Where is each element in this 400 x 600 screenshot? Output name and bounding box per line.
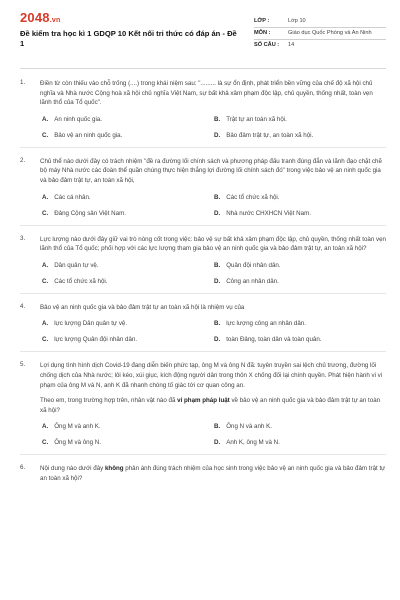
option-letter: A. bbox=[42, 320, 49, 328]
question-text bbox=[40, 235, 386, 254]
option-text: Bảo vệ an ninh quốc gia. bbox=[54, 131, 123, 139]
question-text-part: Theo em, trong trường hợp trên, nhân vật nào đã bbox=[40, 397, 178, 405]
answer-option[interactable] bbox=[214, 194, 386, 201]
question-text-part: về bảo vệ an ninh quốc gia và bảo đảm trật tự an toàn xã hội? bbox=[40, 397, 381, 414]
question-item bbox=[20, 361, 386, 455]
option-letter: C. bbox=[42, 131, 49, 139]
option-text: Ông M và ông N. bbox=[54, 439, 101, 447]
answer-option[interactable] bbox=[42, 336, 214, 343]
question-divider bbox=[20, 225, 386, 226]
option-letter: A. bbox=[42, 115, 49, 123]
option-letter: D. bbox=[214, 277, 221, 285]
answer-option[interactable] bbox=[214, 116, 386, 123]
option-letter: B. bbox=[214, 320, 221, 328]
question-text bbox=[40, 361, 386, 390]
question-text-part: Điền từ còn thiếu vào chỗ trống (....) trong khái niệm sau: "......... là sự ổn định, phát triển bền vững của chế độ xã hội chủ nghĩa và Nhà nước Cộng hoà xã hội chủ nghĩa Việt Nam, sự bất khả xâm phạm độc lập, chủ quyền, thống nhất, toàn vẹn lãnh thổ của Tổ quốc". bbox=[40, 80, 373, 107]
option-letter: D. bbox=[214, 209, 221, 217]
answer-options bbox=[40, 320, 386, 343]
option-text: An ninh quốc gia. bbox=[54, 115, 103, 123]
answer-option[interactable] bbox=[42, 439, 214, 446]
option-letter: D. bbox=[214, 131, 221, 139]
meta-row-subject bbox=[254, 28, 386, 40]
answer-option[interactable] bbox=[214, 423, 386, 430]
option-letter: C. bbox=[42, 439, 49, 447]
question-number: 3. bbox=[20, 234, 26, 242]
option-letter: A. bbox=[42, 193, 49, 201]
answer-option[interactable] bbox=[214, 262, 386, 269]
answer-option[interactable] bbox=[42, 116, 214, 123]
question-text bbox=[40, 157, 386, 186]
option-text: toàn Đảng, toàn dân và toàn quân. bbox=[226, 336, 322, 344]
option-letter: B. bbox=[214, 261, 221, 269]
meta-row-grade bbox=[254, 16, 386, 28]
meta-key: SỐ CÂU : bbox=[254, 42, 280, 48]
question-text bbox=[40, 396, 386, 415]
option-letter: D. bbox=[214, 439, 221, 447]
answer-option[interactable] bbox=[42, 194, 214, 201]
meta-value: Giáo dục Quốc Phòng và An Ninh bbox=[288, 30, 372, 36]
option-text: Công an nhân dân. bbox=[226, 277, 279, 285]
answer-option[interactable] bbox=[42, 423, 214, 430]
meta-key: MÔN : bbox=[254, 30, 271, 36]
answer-option[interactable] bbox=[42, 132, 214, 139]
answer-option[interactable] bbox=[42, 262, 214, 269]
option-letter: C. bbox=[42, 277, 49, 285]
meta-value: Lớp 10 bbox=[288, 18, 306, 24]
answer-options bbox=[40, 262, 386, 285]
meta-row-count bbox=[254, 40, 386, 51]
option-text: Trật tự an toàn xã hội. bbox=[226, 115, 287, 123]
option-letter: C. bbox=[42, 209, 49, 217]
question-item bbox=[20, 464, 386, 483]
question-divider bbox=[20, 293, 386, 294]
question-item bbox=[20, 303, 386, 353]
option-text: lực lượng Dân quân tự vệ. bbox=[54, 320, 128, 328]
question-divider bbox=[20, 147, 386, 148]
question-item bbox=[20, 235, 386, 294]
question-text-part: Bảo vệ an ninh quốc gia và bảo đảm trật tự an toàn xã hội là nhiệm vụ của bbox=[40, 303, 245, 311]
option-text: Nhà nước CHXHCN Việt Nam. bbox=[226, 209, 311, 217]
site-logo[interactable] bbox=[20, 10, 240, 25]
answer-option[interactable] bbox=[42, 320, 214, 327]
question-item bbox=[20, 157, 386, 226]
question-text bbox=[40, 464, 386, 483]
answer-option[interactable] bbox=[214, 278, 386, 285]
answer-options bbox=[40, 194, 386, 217]
option-text: Các tổ chức xã hội. bbox=[226, 193, 280, 201]
question-number: 4. bbox=[20, 302, 26, 310]
question-text-emphasis: không bbox=[104, 465, 124, 473]
question-list bbox=[20, 79, 386, 484]
logo-suffix: .vn bbox=[49, 17, 61, 24]
option-text: Đảng Cộng sản Việt Nam. bbox=[54, 209, 126, 217]
answer-option[interactable] bbox=[42, 210, 214, 217]
option-letter: C. bbox=[42, 336, 49, 344]
header-divider bbox=[20, 68, 386, 69]
page-header bbox=[20, 10, 386, 62]
option-text: Ông M và anh K. bbox=[54, 423, 101, 431]
meta-key: LỚP : bbox=[254, 18, 270, 24]
page-title: Đề kiểm tra học kì 1 GDQP 10 Kết nối tri thức có đáp án - Đề 1 bbox=[20, 29, 237, 48]
meta-value: 14 bbox=[288, 42, 295, 48]
question-number: 2. bbox=[20, 156, 26, 164]
option-letter: A. bbox=[42, 423, 49, 431]
answer-option[interactable] bbox=[214, 336, 386, 343]
option-text: Bảo đảm trật tự, an toàn xã hội. bbox=[226, 131, 314, 139]
logo-main: 2048 bbox=[20, 10, 50, 25]
question-number: 5. bbox=[20, 361, 26, 369]
option-text: lực lượng công an nhân dân. bbox=[226, 320, 306, 328]
answer-option[interactable] bbox=[42, 278, 214, 285]
question-text bbox=[40, 303, 386, 313]
question-item bbox=[20, 79, 386, 148]
option-letter: D. bbox=[214, 336, 221, 344]
question-number: 1. bbox=[20, 79, 26, 86]
exam-meta bbox=[254, 16, 386, 51]
question-divider bbox=[20, 454, 386, 455]
option-letter: B. bbox=[214, 193, 221, 201]
option-text: Anh K, ông M và N. bbox=[226, 439, 280, 447]
answer-options bbox=[40, 423, 386, 446]
option-letter: B. bbox=[214, 115, 221, 123]
question-divider bbox=[20, 351, 386, 352]
answer-options bbox=[40, 116, 386, 139]
option-text: Các cá nhân. bbox=[54, 193, 91, 201]
answer-option[interactable] bbox=[214, 210, 386, 217]
option-letter: B. bbox=[214, 423, 221, 431]
question-text bbox=[40, 79, 386, 108]
option-letter: A. bbox=[42, 261, 49, 269]
option-text: Dân quân tự vệ. bbox=[54, 261, 99, 269]
question-text-part: Nội dung nào dưới đây bbox=[40, 465, 105, 473]
answer-option[interactable] bbox=[214, 439, 386, 446]
question-text-part: Chủ thể nào dưới đây có trách nhiệm "đề ra đường lối chính sách và phương pháp đấu tranh đúng đắn và lãnh đạo chặt chẽ bộ máy Nhà nước các đoàn thể quần chúng thực hiện thắng lợi đường lối chính sách đó" trong việc bảo vệ an ninh quốc gia và bảo đảm trật tự, an toàn xã hội, bbox=[40, 157, 382, 184]
header-left bbox=[20, 10, 240, 49]
option-text: Ông N và anh K. bbox=[226, 423, 272, 431]
question-text-part: Lực lượng nào dưới đây giữ vai trò nòng cốt trong việc: bảo vệ sự bất khả xâm phạm độc lập, chủ quyền, thống nhất toàn vẹn lãnh thổ của Tổ quốc; phối hợp với các lực lượng tham gia bảo vệ an ninh quốc gia và bảo đảm trật tự, an toàn xã hội? bbox=[40, 235, 386, 253]
option-text: Các tổ chức xã hội. bbox=[54, 277, 108, 285]
option-text: Quân đội nhân dân. bbox=[226, 261, 281, 269]
answer-option[interactable] bbox=[214, 320, 386, 327]
answer-option[interactable] bbox=[214, 132, 386, 139]
question-text-part: phản ánh đúng trách nhiệm của học sinh trong việc bảo vệ an ninh quốc gia và bảo đảm trật tự an toàn xã hội? bbox=[40, 465, 386, 482]
question-text-emphasis: vi phạm pháp luật bbox=[177, 397, 230, 405]
question-text-part: Lợi dụng tình hình dịch Covid-19 đang diễn biến phức tạp, ông M và ông N đã: tuyên truyền sai lệch chủ trương, đường lối chống dịch của Nhà nước; lôi kéo, xúi giục, kích động người dân trong thôn X chống đối lại chính quyền. Phát hiện hành vi vi phạm của ông M và N, anh K đã nhanh chóng tố giác tới cơ quan công an. bbox=[40, 362, 383, 389]
option-text: lực lượng Quân đội nhân dân. bbox=[54, 336, 138, 344]
question-number: 6. bbox=[20, 464, 26, 472]
